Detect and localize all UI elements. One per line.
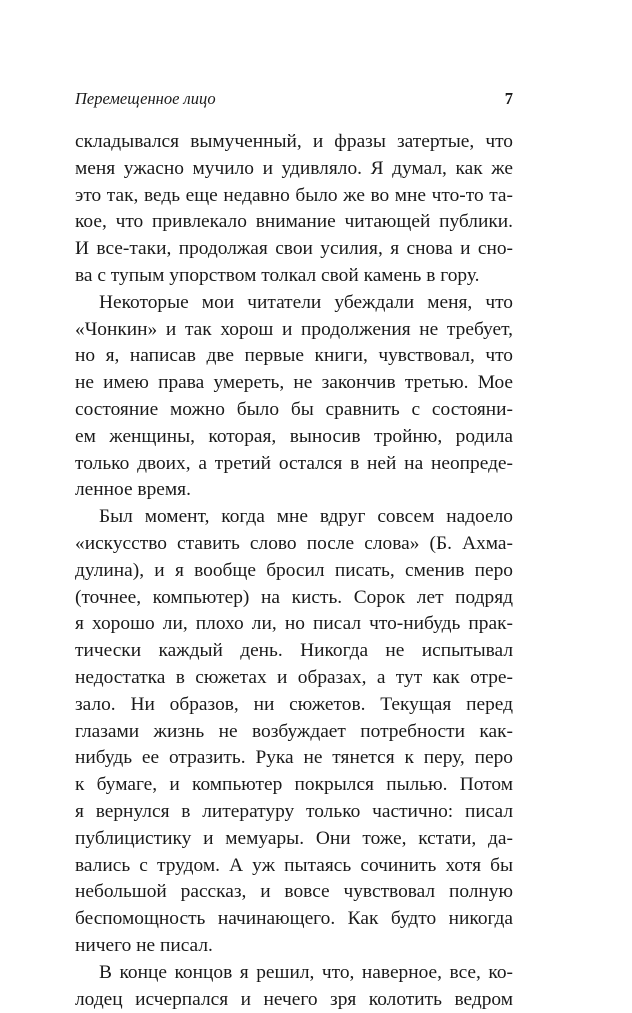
text-line: дулина), и я вообще бросил писать, сменив перо (75, 558, 513, 585)
text-line: кое, что привлекало внимание читающей публики. (75, 209, 513, 236)
text-line: Некоторые мои читатели убеждали меня, что (75, 290, 513, 317)
text-line: я хорошо ли, плохо ли, но писал что-нибудь прак- (75, 611, 513, 638)
text-line: это так, ведь еще недавно было же во мне что-то та- (75, 183, 513, 210)
text-line: ленное время. (75, 477, 513, 504)
text-line: Был момент, когда мне вдруг совсем надоело (75, 504, 513, 531)
text-line: нибудь ее отразить. Рука не тянется к перу, перо (75, 745, 513, 772)
text-line: не имею права умереть, не закончив третью. Мое (75, 370, 513, 397)
text-line: (точнее, компьютер) на кисть. Сорок лет подряд (75, 585, 513, 612)
text-line: беспомощность начинающего. Как будто никогда (75, 906, 513, 933)
text-line: складывался вымученный, и фразы затертые, что (75, 129, 513, 156)
text-line: И все-таки, продолжая свои усилия, я снова и сно- (75, 236, 513, 263)
text-line: тически каждый день. Никогда не испытывал (75, 638, 513, 665)
text-line: я вернулся в литературу только частично: писал (75, 799, 513, 826)
text-line: зало. Ни образов, ни сюжетов. Текущая перед (75, 692, 513, 719)
text-line: «искусство ставить слово после слова» (Б. Ахма- (75, 531, 513, 558)
text-line: меня ужасно мучило и удивляло. Я думал, как же (75, 156, 513, 183)
running-title: Перемещенное лицо (75, 86, 216, 112)
text-line: публицистику и мемуары. Они тоже, кстати, да- (75, 826, 513, 853)
text-line: но я, написав две первые книги, чувствовал, что (75, 343, 513, 370)
text-line: глазами жизнь не возбуждает потребности как- (75, 719, 513, 746)
text-line: В конце концов я решил, что, наверное, все, ко- (75, 960, 513, 987)
text-line: небольшой рассказ, и вовсе чувствовал полную (75, 879, 513, 906)
body-text (75, 129, 513, 1013)
text-line: ва с тупым упорством толкал свой камень в гору. (75, 263, 513, 290)
running-head (75, 86, 513, 112)
text-line: ничего не писал. (75, 933, 513, 960)
text-line: вались с трудом. А уж пытаясь сочинить хотя бы (75, 853, 513, 880)
text-line: недостатка в сюжетах и образах, а тут как отре- (75, 665, 513, 692)
text-line: только двоих, а третий остался в ней на неопреде- (75, 451, 513, 478)
text-line: лодец исчерпался и нечего зря колотить ведром (75, 987, 513, 1013)
text-line: ем женщины, которая, выносив тройню, родила (75, 424, 513, 451)
page-number: 7 (505, 86, 513, 112)
text-line: к бумаге, и компьютер покрылся пылью. Потом (75, 772, 513, 799)
text-line: состояние можно было бы сравнить с состояни- (75, 397, 513, 424)
text-line: «Чонкин» и так хорош и продолжения не требует, (75, 317, 513, 344)
